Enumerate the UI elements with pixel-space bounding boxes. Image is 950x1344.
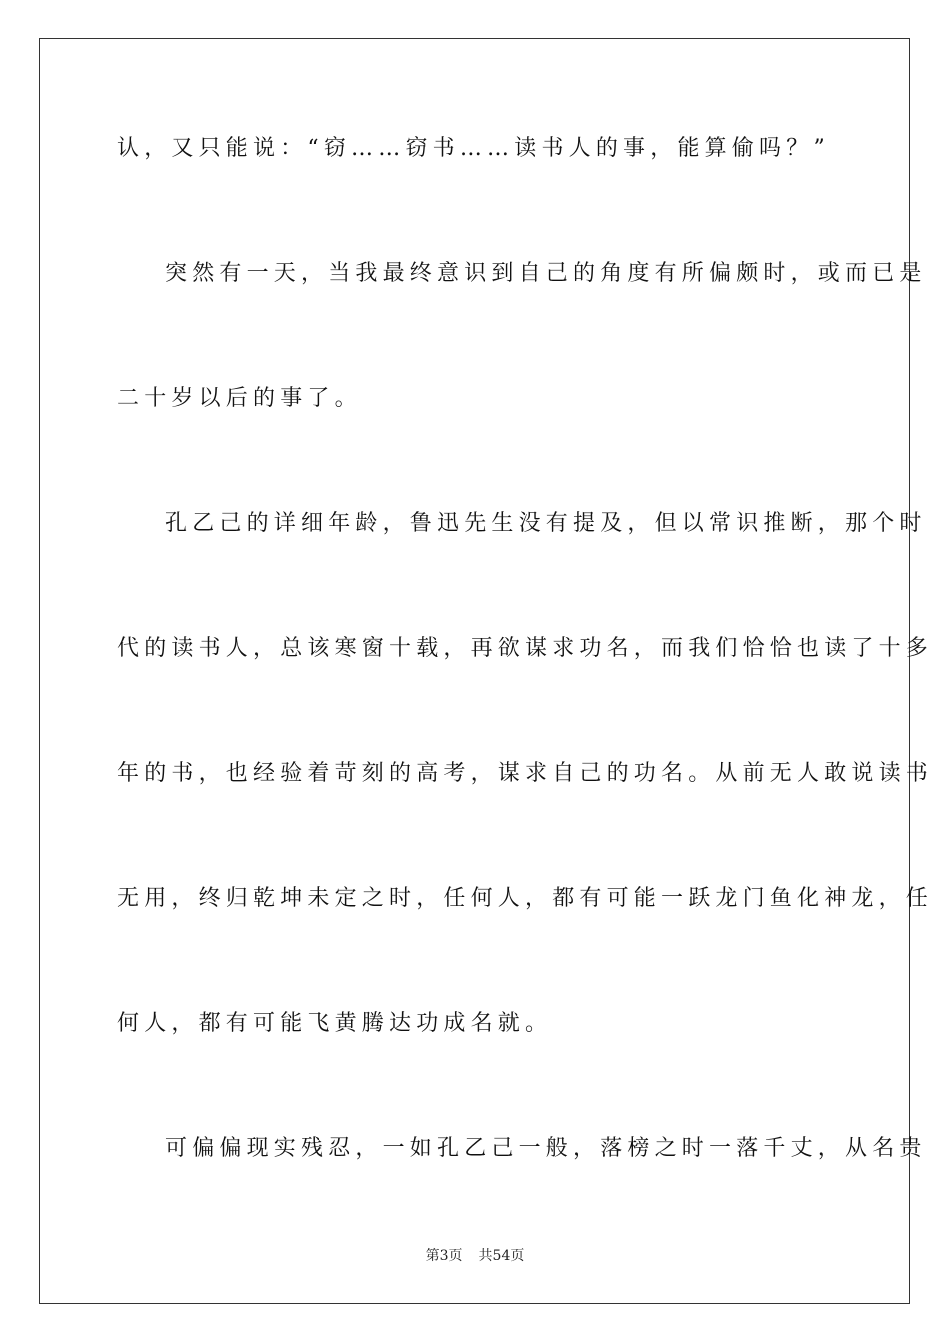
text-line: 二十岁以后的事了。 bbox=[117, 386, 362, 411]
total-pages: 共54页 bbox=[478, 1248, 525, 1264]
text-line: 代的读书人，总该寒窗十载，再欲谋求功名，而我们恰恰也读了十多 bbox=[117, 636, 934, 661]
page-border bbox=[39, 38, 934, 1304]
text-line: 年的书，也经验着苛刻的高考，谋求自己的功名。从前无人敢说读书 bbox=[117, 761, 934, 786]
text-line: 无用，终归乾坤未定之时，任何人，都有可能一跃龙门鱼化神龙，任 bbox=[117, 886, 934, 911]
page-number: 第3页 bbox=[425, 1248, 463, 1264]
text-line: 可偏偏现实残忍，一如孔乙己一般，落榜之时一落千丈，从名贵 bbox=[165, 1136, 927, 1161]
text-line: 突然有一天，当我最终意识到自己的角度有所偏颇时，或而已是 bbox=[165, 261, 927, 286]
text-line: 何人，都有可能飞黄腾达功成名就。 bbox=[117, 1011, 553, 1036]
page-footer bbox=[0, 1247, 950, 1265]
text-line: 孔乙己的详细年龄，鲁迅先生没有提及，但以常识推断，那个时 bbox=[165, 511, 927, 536]
text-line: 认，又只能说：“窃……窃书……读书人的事，能算偷吗？” bbox=[117, 136, 830, 161]
